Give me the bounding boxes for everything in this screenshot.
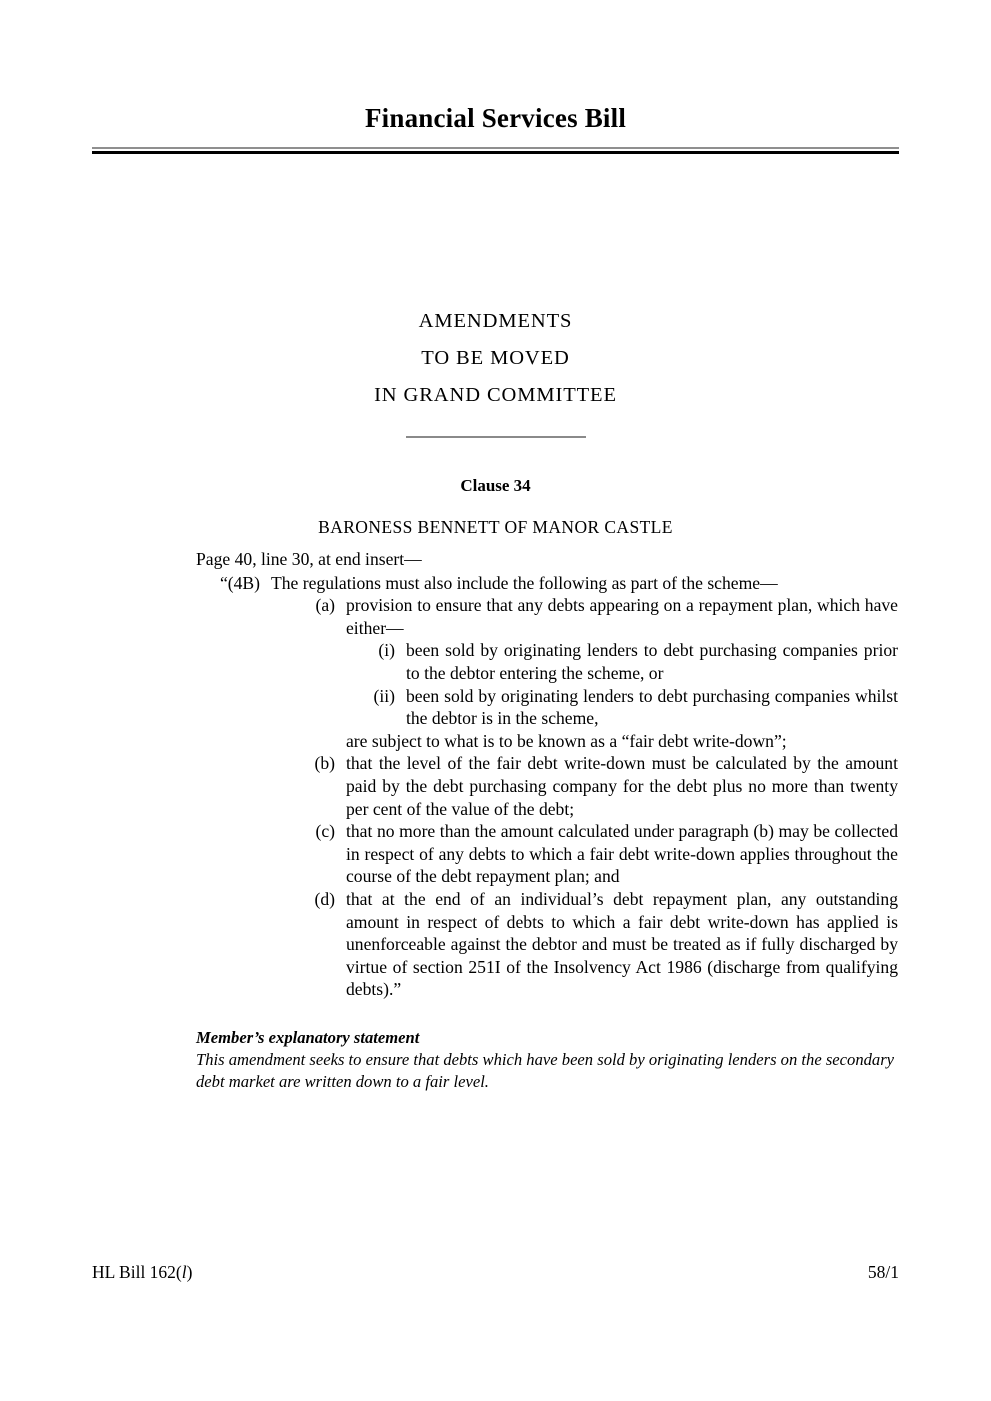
paragraph-c bbox=[196, 820, 898, 888]
heading-in-grand-committee: IN GRAND COMMITTEE bbox=[374, 384, 617, 406]
section-divider bbox=[406, 436, 586, 438]
subparagraph-i bbox=[196, 639, 898, 684]
page-title: Financial Services Bill bbox=[364, 103, 627, 133]
subsection-text: The regulations must also include the following as part of the scheme— bbox=[271, 572, 778, 593]
subsection-4b bbox=[196, 572, 898, 595]
heading-amendments: AMENDMENTS bbox=[418, 310, 573, 332]
amendment-lead-in: Page 40, line 30, at end insert— bbox=[196, 549, 422, 569]
bill-reference-italic: l bbox=[181, 1262, 187, 1282]
amendment-body bbox=[196, 548, 898, 1001]
rule-thick-bottom bbox=[92, 151, 899, 154]
bill-reference-suffix: ) bbox=[186, 1262, 193, 1282]
paragraph-c-text: that no more than the amount calculated under paragraph (b) may be collected in respect of any debts to which a fair debt write-down applies throughout the course of the debt repayment plan; and bbox=[346, 821, 898, 887]
subparagraph-ii-marker: (ii) bbox=[373, 685, 395, 706]
paragraph-b-text: that the level of the fair debt write-down must be calculated by the amount paid by the debt purchasing company for the debt plus no more than twenty per cent of the value of the debt; bbox=[346, 753, 898, 819]
bill-reference bbox=[92, 1262, 192, 1283]
subparagraph-ii-text: been sold by originating lenders to debt purchasing companies whilst the debtor is in the scheme, bbox=[406, 685, 898, 729]
heading-block bbox=[92, 303, 899, 438]
heading-to-be-moved: TO BE MOVED bbox=[421, 347, 570, 369]
paragraph-c-marker: (c) bbox=[315, 821, 335, 842]
subparagraph-i-text: been sold by originating lenders to debt purchasing companies prior to the debtor entering the scheme, or bbox=[406, 640, 898, 683]
clause-heading: Clause 34 bbox=[460, 476, 531, 495]
paragraph-a-continuation: are subject to what is to be known as a “fair debt write-down”; bbox=[346, 730, 787, 751]
explanatory-statement-heading: Member’s explanatory statement bbox=[196, 1028, 420, 1047]
explanatory-statement bbox=[196, 1027, 898, 1093]
explanatory-statement-body: This amendment seeks to ensure that debts which have been sold by originating lenders on the secondary debt market are written down to a fair level. bbox=[196, 1050, 895, 1091]
title-double-rule bbox=[92, 147, 899, 154]
page-footer bbox=[92, 1262, 899, 1283]
subparagraph-ii bbox=[196, 685, 898, 730]
paragraph-d-text: that at the end of an individual’s debt repayment plan, any outstanding amount in respect of debts to which a fair debt write-down has applied is unenforceable against the debtor and must be treated as if fully discharged by virtue of section 251I of the Insolvency Act 1986 (discharge from qualifying debts).” bbox=[346, 888, 898, 1000]
page-number: 58/1 bbox=[867, 1262, 899, 1282]
masthead bbox=[92, 103, 899, 154]
paragraph-a bbox=[196, 594, 898, 639]
paragraph-d-marker: (d) bbox=[314, 888, 335, 909]
paragraph-b-marker: (b) bbox=[314, 753, 335, 774]
paragraph-b bbox=[196, 752, 898, 820]
paragraph-a-text: provision to ensure that any debts appearing on a repayment plan, which have either— bbox=[346, 595, 898, 638]
paragraph-d bbox=[196, 888, 898, 1001]
subsection-marker: “(4B) bbox=[219, 572, 260, 593]
paragraph-a-marker: (a) bbox=[315, 595, 335, 616]
bill-reference-prefix: HL Bill 162( bbox=[92, 1262, 182, 1282]
subparagraph-i-marker: (i) bbox=[378, 640, 395, 661]
sponsor-name: BARONESS BENNETT OF MANOR CASTLE bbox=[318, 517, 673, 537]
